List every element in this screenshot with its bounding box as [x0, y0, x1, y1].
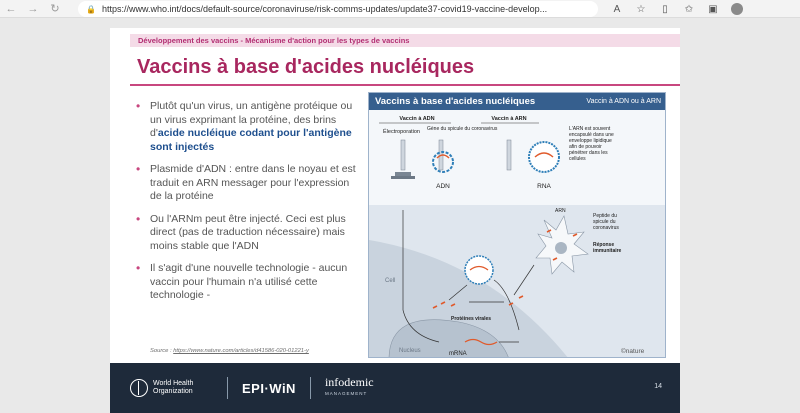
bullet-3: • Ou l'ARNm peut être injecté. Ceci est plus direct (pas de traduction nécessaire) mais moins stable que l'ADN — [136, 213, 362, 254]
who-logo: World Health Organization — [130, 379, 213, 397]
collections-icon[interactable]: ▣ — [708, 3, 718, 15]
split-screen-icon[interactable]: ▯ — [662, 3, 668, 15]
nature-label: ©nature — [621, 348, 645, 355]
profile-avatar[interactable] — [731, 3, 743, 15]
who-globe-icon — [130, 379, 148, 397]
bullet-1: • Plutôt qu'un virus, un antigène protéique ou un virus exprimant la protéine, des brins d'acide nucléique codant pour l'antigène sont injectés — [136, 100, 362, 154]
slide-title: Vaccins à base d'acides nucléiques — [137, 56, 475, 78]
favorites-list-icon[interactable]: ✩ — [684, 3, 694, 15]
page-number: 14 — [654, 383, 662, 390]
source-link[interactable]: https://www.nature.com/articles/d41586-020-01221-y — [173, 348, 309, 354]
vaccine-figure — [368, 92, 666, 358]
rna-vaccine-label: Vaccin à ARN — [491, 116, 527, 122]
browser-toolbar — [0, 0, 800, 18]
figure-header — [369, 93, 666, 110]
viral-proteins-label: Protéines virales — [451, 316, 492, 322]
bullet-4: • Il s'agit d'une nouvelle technologie - aucun vaccin pour l'humain n'a utilisé cette technologie - — [136, 262, 362, 303]
electroporation-label: Électroporation — [383, 129, 420, 135]
slide-subtitle: Développement des vaccins - Mécanisme d'action pour les types de vaccins — [130, 34, 680, 47]
slide — [110, 28, 680, 413]
browser-tools — [605, 0, 743, 18]
source-citation: Source : https://www.nature.com/articles/d41586-020-01221-y — [150, 348, 309, 354]
figure-title: Vaccins à base d'acides nucléiques — [375, 96, 536, 107]
bullet-list — [136, 100, 362, 312]
figure-subtitle: Vaccin à ADN ou à ARN — [586, 98, 661, 105]
slide-footer — [110, 363, 680, 413]
rna-label: RNA — [537, 183, 551, 190]
adn-label: ADN — [436, 183, 450, 190]
favorite-icon[interactable]: ☆ — [636, 3, 646, 15]
mrna-label: mRNA — [449, 351, 467, 357]
bullet-2: • Plasmide d'ADN : entre dans le noyau et est traduit en ARN messager pour l'expression de la protéine — [136, 163, 362, 204]
arn-small-label: ARN — [555, 208, 566, 214]
footer-separator — [227, 377, 228, 399]
infodemic-logo: infodemic MANAGEMENT — [324, 375, 374, 396]
gene-label: Gène du spicule du coronavirus — [427, 126, 498, 132]
epi-win-logo: EPI·WiN — [242, 380, 296, 396]
read-aloud-icon[interactable]: A — [613, 3, 621, 15]
peptide-label: Peptide du spicule du coronavirus — [593, 213, 619, 231]
address-bar[interactable] — [78, 1, 598, 17]
nucleus-label: Nucleus — [399, 348, 421, 354]
forward-icon[interactable]: → — [27, 2, 39, 15]
title-rule — [130, 84, 680, 86]
response-label: Réponse immunitaire — [593, 242, 622, 254]
footer-separator — [310, 377, 311, 399]
dna-vaccine-label: Vaccin à ADN — [399, 116, 435, 122]
refresh-icon[interactable]: ↻ — [50, 3, 60, 15]
vaccine-diagram — [369, 110, 666, 358]
rna-note: L'ARN est souvent encapsulé dans une enveloppe lipidique afin de pouvoir pénétrer dans les cellules — [569, 126, 614, 162]
cell-label: Cell — [385, 278, 396, 284]
url-text: https://www.who.int/docs/default-source/coronaviruse/risk-comms-updates/update37-covid19-vaccine-develop... — [101, 4, 548, 14]
back-icon[interactable]: ← — [5, 2, 17, 15]
lock-icon: 🔒 — [86, 4, 96, 14]
